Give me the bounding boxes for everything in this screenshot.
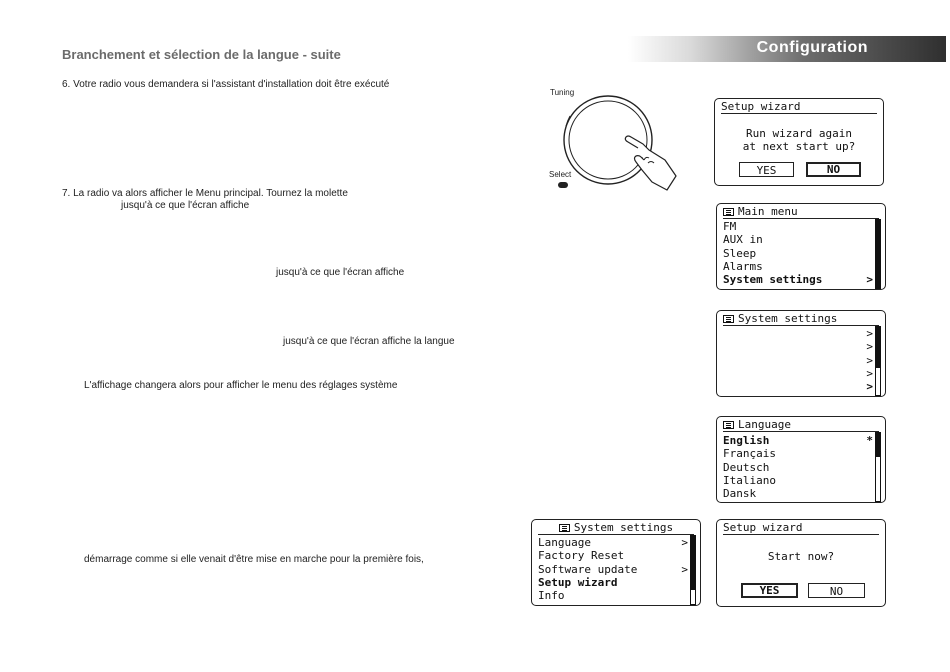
menu-item[interactable] <box>723 474 873 487</box>
menu-item[interactable] <box>723 340 873 353</box>
step-7-text-line1: 7. La radio va alors afficher le Menu principal. Tournez la molette <box>62 188 348 199</box>
menu-item[interactable] <box>723 434 873 447</box>
tuning-dial-illustration <box>540 86 690 198</box>
lcd-title: Setup wizard <box>723 521 879 535</box>
wizard-prompt-line2: at next start up? <box>742 140 856 153</box>
menu-item[interactable] <box>723 220 873 233</box>
menu-item[interactable] <box>538 576 688 589</box>
scrollbar[interactable] <box>875 432 881 502</box>
menu-item-label: Italiano <box>723 473 776 487</box>
lcd-main-menu <box>716 203 886 290</box>
menu-item[interactable] <box>723 447 873 460</box>
lcd-system-settings <box>531 519 701 606</box>
menu-item-label: Software update <box>538 562 638 576</box>
wizard-prompt-line1: Run wizard again <box>746 127 852 140</box>
chevron-right-icon: > <box>866 273 873 287</box>
menu-item-label: Language <box>538 536 591 549</box>
menu-item[interactable] <box>723 367 873 380</box>
menu-item-label: Dansk <box>723 487 757 501</box>
yes-button[interactable]: YES <box>741 583 798 598</box>
banner-title: Configuration <box>756 39 868 56</box>
paragraph-d: démarrage comme si elle venait d'être mise en marche pour la première fois, <box>84 554 424 565</box>
menu-icon <box>559 524 570 532</box>
current-language-marker: * <box>866 434 873 447</box>
section-banner <box>628 36 946 62</box>
menu-item[interactable] <box>723 233 873 246</box>
menu-item-label: AUX in <box>723 233 763 247</box>
menu-icon <box>723 208 734 216</box>
menu-item[interactable] <box>538 563 688 576</box>
menu-item[interactable] <box>538 589 688 602</box>
scrollbar[interactable] <box>875 326 881 396</box>
menu-item[interactable] <box>723 354 873 367</box>
chevron-right-icon: > <box>866 327 873 340</box>
menu-item-label: Setup wizard <box>538 575 618 589</box>
yes-button[interactable]: YES <box>739 162 794 177</box>
menu-item-label: English <box>723 434 770 447</box>
menu-item[interactable] <box>723 327 873 340</box>
select-label: Select <box>549 170 572 179</box>
menu-item-label: Alarms <box>723 259 763 273</box>
wizard-start-prompt: Start now? <box>767 550 835 563</box>
paragraph-a: jusqu'à ce que l'écran affiche <box>276 267 405 278</box>
no-button[interactable]: NO <box>808 583 865 598</box>
menu-item[interactable] <box>723 380 873 393</box>
menu-item-label: Info <box>538 589 565 603</box>
chevron-right-icon: > <box>681 536 688 549</box>
menu-item[interactable] <box>723 260 873 273</box>
menu-item[interactable] <box>723 487 873 500</box>
chevron-right-icon: > <box>866 380 873 394</box>
menu-item-label: System settings <box>723 273 823 287</box>
lcd-title: Language <box>723 418 879 432</box>
menu-item-label: Factory Reset <box>538 549 625 563</box>
no-button[interactable]: NO <box>806 162 861 177</box>
paragraph-c: L'affichage changera alors pour afficher le menu des réglages système <box>84 380 398 391</box>
menu-icon <box>723 315 734 323</box>
tuning-dial-icon <box>540 86 690 198</box>
lcd-title: System settings <box>538 521 694 535</box>
lcd-language <box>716 416 886 503</box>
menu-item-label: Deutsch <box>723 460 770 474</box>
menu-item[interactable] <box>723 273 873 286</box>
lcd-title: Main menu <box>723 205 879 219</box>
section-title: Branchement et sélection de la langue - suite <box>62 47 341 62</box>
lcd-title: Setup wizard <box>721 100 877 114</box>
tuning-label: Tuning <box>550 88 575 97</box>
lcd-setup-wizard-rerun <box>714 98 884 186</box>
menu-item-label: Français <box>723 447 776 461</box>
menu-item[interactable] <box>723 247 873 260</box>
menu-item[interactable] <box>538 549 688 562</box>
menu-item-label: Sleep <box>723 246 757 260</box>
chevron-right-icon: > <box>866 353 873 367</box>
paragraph-b: jusqu'à ce que l'écran affiche la langue <box>283 336 455 347</box>
chevron-right-icon: > <box>866 366 873 380</box>
lcd-title: System settings <box>723 312 879 326</box>
scrollbar[interactable] <box>875 219 881 289</box>
chevron-right-icon: > <box>866 340 873 354</box>
menu-icon <box>723 421 734 429</box>
step-7-text-line2: jusqu'à ce que l'écran affiche <box>121 200 250 211</box>
scrollbar[interactable] <box>690 535 696 605</box>
step-6-text: 6. Votre radio vous demandera si l'assistant d'installation doit être exécuté <box>62 79 390 90</box>
chevron-right-icon: > <box>681 562 688 576</box>
menu-item[interactable] <box>723 461 873 474</box>
lcd-system-settings-scroll <box>716 310 886 397</box>
menu-item-label: FM <box>723 220 737 233</box>
lcd-setup-wizard-start <box>716 519 886 607</box>
menu-item[interactable] <box>538 536 688 549</box>
